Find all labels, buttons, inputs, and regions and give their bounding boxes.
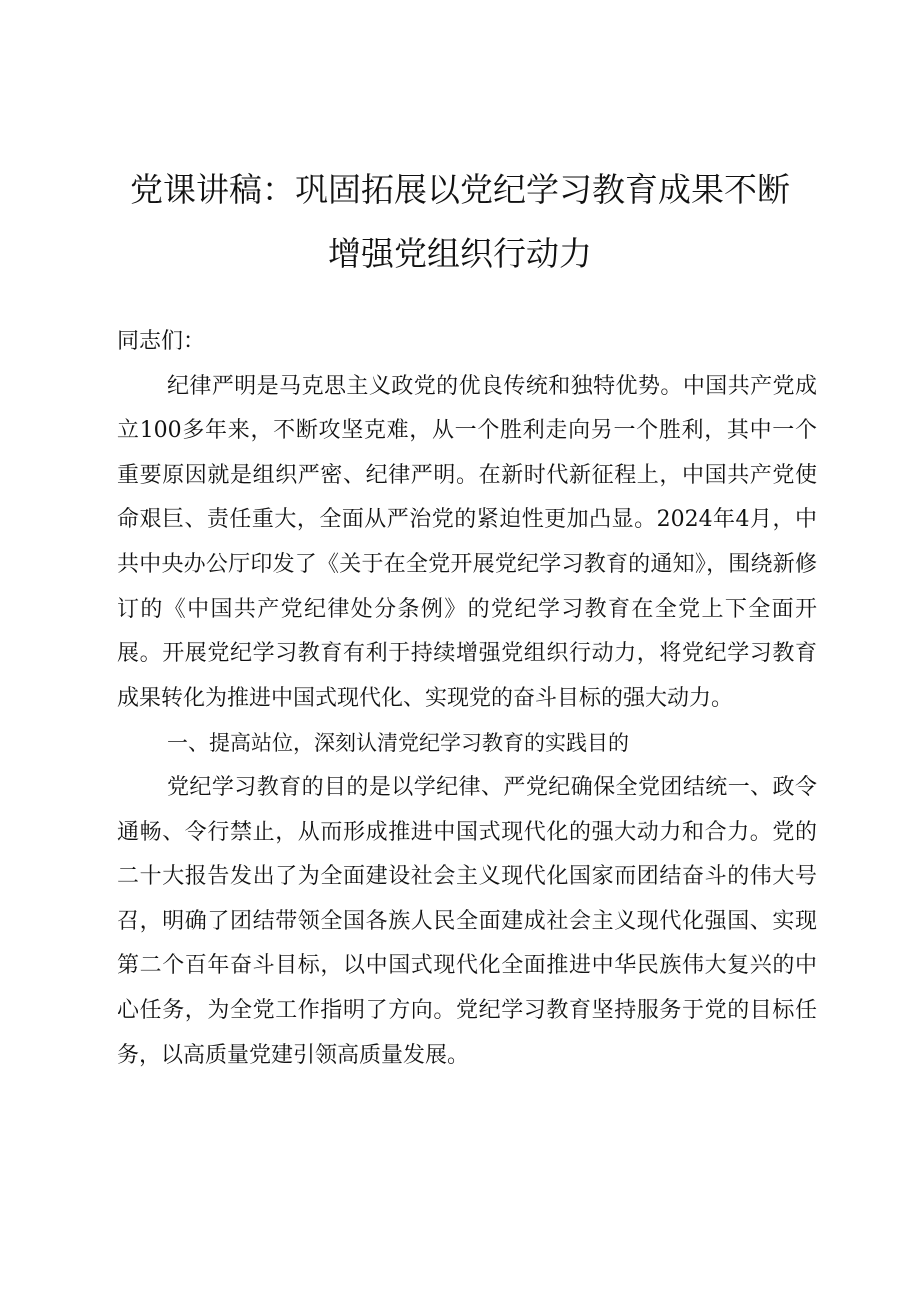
greeting: 同志们：	[117, 329, 206, 354]
section-1-heading: 一、提高站位，深刻认清党纪学习教育的实践目的	[167, 731, 629, 756]
document-body	[117, 320, 817, 1078]
document-title	[90, 158, 830, 286]
title-line-2: 增强党组织行动力	[328, 234, 592, 273]
paragraph-1: 纪律严明是马克思主义政党的优良传统和独特优势。中国共产党成立100多年来，不断攻坚克难，从一个胜利走向另一个胜利，其中一个重要原因就是组织严密、纪律严明。在新时代新征程上，中国共产党使命艰巨、责任重大，全面从严治党的紧迫性更加凸显。2024年4月，中共中央办公厅印发了《关于在全党开展党纪学习教育的通知》，围绕新修订的《中国共产党纪律处分条例》的党纪学习教育在全党上下全面开展。开展党纪学习教育有利于持续增强党组织行动力，将党纪学习教育成果转化为推进中国式现代化、实现党的奋斗目标的强大动力。	[117, 373, 817, 711]
title-line-1: 党课讲稿：巩固拓展以党纪学习教育成果不断	[130, 170, 790, 209]
paragraph-2: 党纪学习教育的目的是以学纪律、严党纪确保全党团结统一、政令通畅、令行禁止，从而形成推进中国式现代化的强大动力和合力。党的二十大报告发出了为全面建设社会主义现代化国家而团结奋斗的伟大号召，明确了团结带领全国各族人民全面建成社会主义现代化强国、实现第二个百年奋斗目标，以中国式现代化全面推进中华民族伟大复兴的中心任务，为全党工作指明了方向。党纪学习教育坚持服务于党的目标任务，以高质量党建引领高质量发展。	[117, 774, 817, 1068]
